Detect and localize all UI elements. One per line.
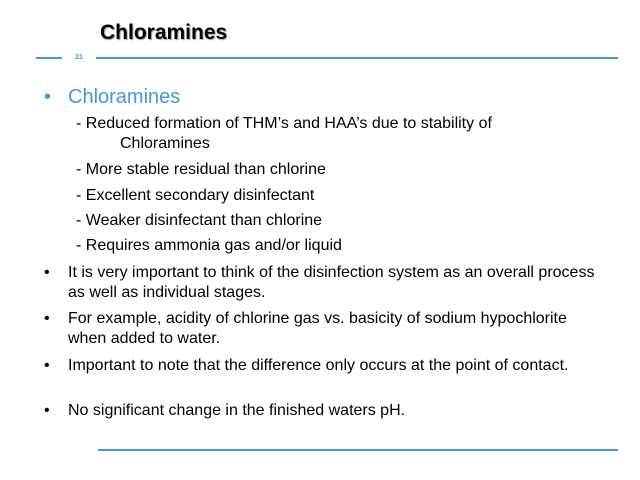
sub-item-text: - More stable residual than chlorine bbox=[76, 161, 326, 178]
bullet-marker: • bbox=[44, 264, 50, 281]
slide-title: Chloramines bbox=[100, 21, 228, 44]
slide-number: 21 bbox=[75, 54, 83, 61]
sub-item-text: - Reduced formation of THM’s and HAA’s due to stability of bbox=[76, 115, 492, 132]
sub-item bbox=[76, 160, 596, 180]
sub-item-text: - Excellent secondary disinfectant bbox=[76, 187, 315, 204]
bullet-marker: • bbox=[44, 357, 50, 374]
sub-item bbox=[76, 186, 596, 206]
footer-rule bbox=[98, 449, 618, 451]
bullet-text: No significant change in the finished waters pH. bbox=[68, 402, 406, 419]
sub-item-text: - Requires ammonia gas and/or liquid bbox=[76, 237, 342, 254]
header-rule-right bbox=[96, 57, 618, 59]
lead-bullet-text: Chloramines bbox=[68, 86, 181, 108]
lead-bullet-marker: • bbox=[44, 86, 52, 108]
sub-item bbox=[76, 114, 596, 154]
sub-item bbox=[76, 211, 596, 231]
bullet-text: For example, acidity of chlorine gas vs. basicity of sodium hypochlorite when added to water. bbox=[68, 310, 567, 347]
bullet-marker: • bbox=[44, 310, 50, 327]
sub-item-text-continued: Chloramines bbox=[120, 135, 210, 152]
bullet-marker: • bbox=[44, 402, 50, 419]
sub-item bbox=[76, 236, 596, 256]
header-rule-left bbox=[36, 57, 62, 59]
bullet-text: It is very important to think of the disinfection system as an overall process as well as individual stages. bbox=[68, 264, 595, 301]
sub-item-text: - Weaker disinfectant than chlorine bbox=[76, 212, 323, 229]
bullet-text: Important to note that the difference only occurs at the point of contact. bbox=[68, 357, 569, 374]
